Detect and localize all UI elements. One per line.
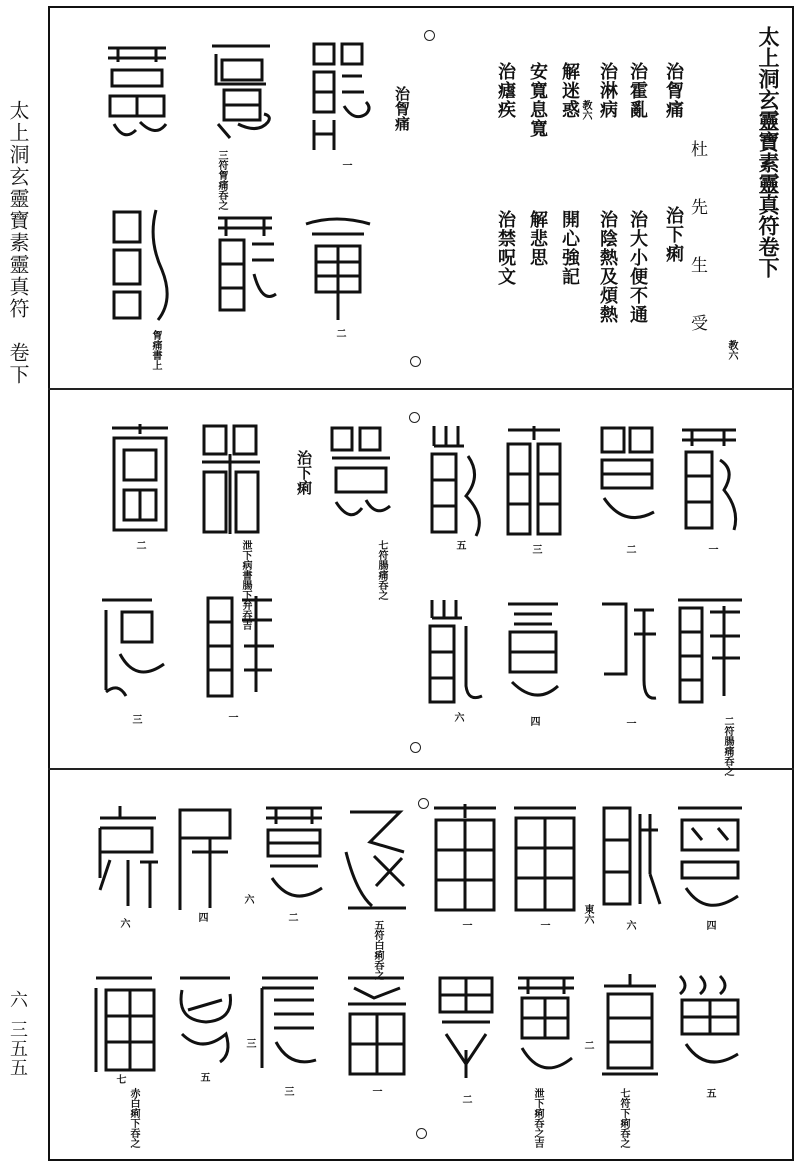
seal-number: 二	[624, 544, 635, 554]
talisman-glyph	[258, 800, 330, 912]
binding-hole-5	[418, 798, 429, 809]
seal-annotation: 六	[242, 894, 253, 904]
seal-number: 一	[706, 544, 717, 554]
binding-hole-2	[410, 356, 421, 367]
seal-annotation: 東六	[582, 904, 593, 924]
seal-number: 二	[286, 912, 297, 922]
talisman-glyph	[106, 204, 182, 324]
toc-item: 治瘧疾	[495, 62, 516, 119]
seal-number: 五	[704, 1088, 715, 1098]
seal-number: 六	[452, 712, 463, 722]
talisman-glyph	[672, 592, 748, 708]
seal-number: 三	[130, 714, 141, 724]
seal-number: 三	[244, 1038, 255, 1048]
binding-hole-4	[410, 742, 421, 753]
toc-item: 治下痢	[663, 206, 684, 263]
talisman-glyph	[172, 802, 238, 914]
book-title-margin: 太上洞玄靈寶素靈真符 卷下	[6, 100, 30, 386]
section-label: 治下痢	[295, 450, 313, 495]
seal-number: 二	[134, 540, 145, 550]
toc-item: 治大小便不通	[627, 210, 648, 324]
scripture-title: 太上洞玄靈寶素靈真符卷下	[756, 26, 781, 278]
toc-item: 治陰熱及煩熱	[597, 210, 618, 324]
toc-note: 教六	[580, 100, 591, 120]
talisman-glyph	[102, 40, 172, 148]
talisman-glyph	[510, 800, 580, 916]
seal-annotation: 赤白痢下吞之	[128, 1088, 139, 1148]
talisman-glyph	[104, 420, 176, 536]
seal-annotation: 七符下痢呑之	[618, 1088, 629, 1148]
talisman-glyph	[326, 422, 396, 538]
talisman-glyph	[430, 800, 500, 916]
talisman-glyph	[308, 36, 376, 156]
seal-number: 七	[114, 1074, 125, 1084]
seal-annotation: 泄下痢呑之吉	[532, 1088, 543, 1148]
toc-item: 安寬息寬	[527, 62, 548, 138]
page-number: 三五五	[7, 1020, 28, 1077]
seal-number: 四	[196, 912, 207, 922]
talisman-glyph	[298, 212, 378, 324]
seal-number: 一	[460, 920, 471, 930]
seal-annotation: 泄下病書腸下弁吞吉	[240, 540, 251, 630]
section-label: 治胷痛	[393, 86, 411, 131]
talisman-glyph	[424, 420, 490, 538]
page-side-marker: 六	[7, 990, 28, 1008]
toc-item: 治淋病	[597, 62, 618, 119]
toc-item: 解悲思	[527, 210, 548, 267]
seal-number: 六	[624, 920, 635, 930]
seal-number: 四	[704, 920, 715, 930]
seal-number: 五	[454, 540, 465, 550]
seal-number: 五	[198, 1072, 209, 1082]
seal-number: 二	[460, 1094, 471, 1104]
seal-annotation: 胷痛書上	[150, 330, 161, 370]
talisman-glyph	[200, 590, 280, 706]
talisman-glyph	[500, 596, 566, 706]
talisman-glyph	[340, 970, 414, 1082]
section-divider-1	[48, 388, 794, 390]
talisman-glyph	[254, 970, 326, 1082]
section-divider-2	[48, 768, 794, 770]
seal-number: 一	[538, 920, 549, 930]
header-note: 教六	[726, 340, 737, 360]
toc-item: 解迷惑	[559, 62, 580, 119]
seal-number: 二	[582, 1040, 593, 1050]
toc-item: 治禁呪文	[495, 210, 516, 286]
talisman-glyph	[92, 800, 164, 914]
talisman-glyph	[208, 40, 274, 150]
seal-number: 三	[530, 544, 541, 554]
talisman-glyph	[172, 970, 238, 1070]
talisman-glyph	[510, 970, 582, 1082]
talisman-glyph	[500, 420, 568, 538]
seal-number: 一	[340, 160, 351, 170]
talisman-glyph	[196, 420, 266, 538]
seal-number: 三	[282, 1086, 293, 1096]
talisman-glyph	[672, 800, 748, 916]
binding-hole-3	[409, 412, 420, 423]
seal-number: 一	[624, 718, 635, 728]
talisman-glyph	[594, 420, 662, 538]
binding-hole-6	[416, 1128, 427, 1139]
seal-number: 六	[118, 918, 129, 928]
talisman-glyph	[672, 970, 748, 1082]
talisman-glyph	[596, 594, 660, 708]
seal-number: 一	[226, 712, 237, 722]
talisman-glyph	[96, 592, 174, 704]
talisman-glyph	[676, 420, 742, 540]
toc-item: 開心強記	[559, 210, 580, 286]
seal-annotation: 二符腸痛呑之	[722, 716, 733, 776]
talisman-glyph	[432, 970, 500, 1082]
seal-annotation: 七符腸痛呑之	[376, 540, 387, 600]
toc-item: 治霍亂	[627, 62, 648, 119]
talisman-glyph	[598, 800, 664, 916]
binding-hole-1	[424, 30, 435, 41]
talisman-glyph	[340, 804, 412, 916]
seal-annotation: 五符白痢呑之	[372, 920, 383, 980]
seal-number: 一	[370, 1086, 381, 1096]
talisman-glyph	[88, 970, 162, 1082]
talisman-glyph	[598, 970, 662, 1082]
talisman-glyph	[422, 594, 490, 706]
seal-number: 四	[528, 716, 539, 726]
author-line: 杜 先 生 受	[687, 140, 707, 343]
seal-annotation: 三符胷痛呑之	[216, 150, 227, 210]
toc-item: 治胷痛	[663, 62, 684, 119]
talisman-glyph	[208, 210, 282, 322]
seal-number: 二	[334, 328, 345, 338]
